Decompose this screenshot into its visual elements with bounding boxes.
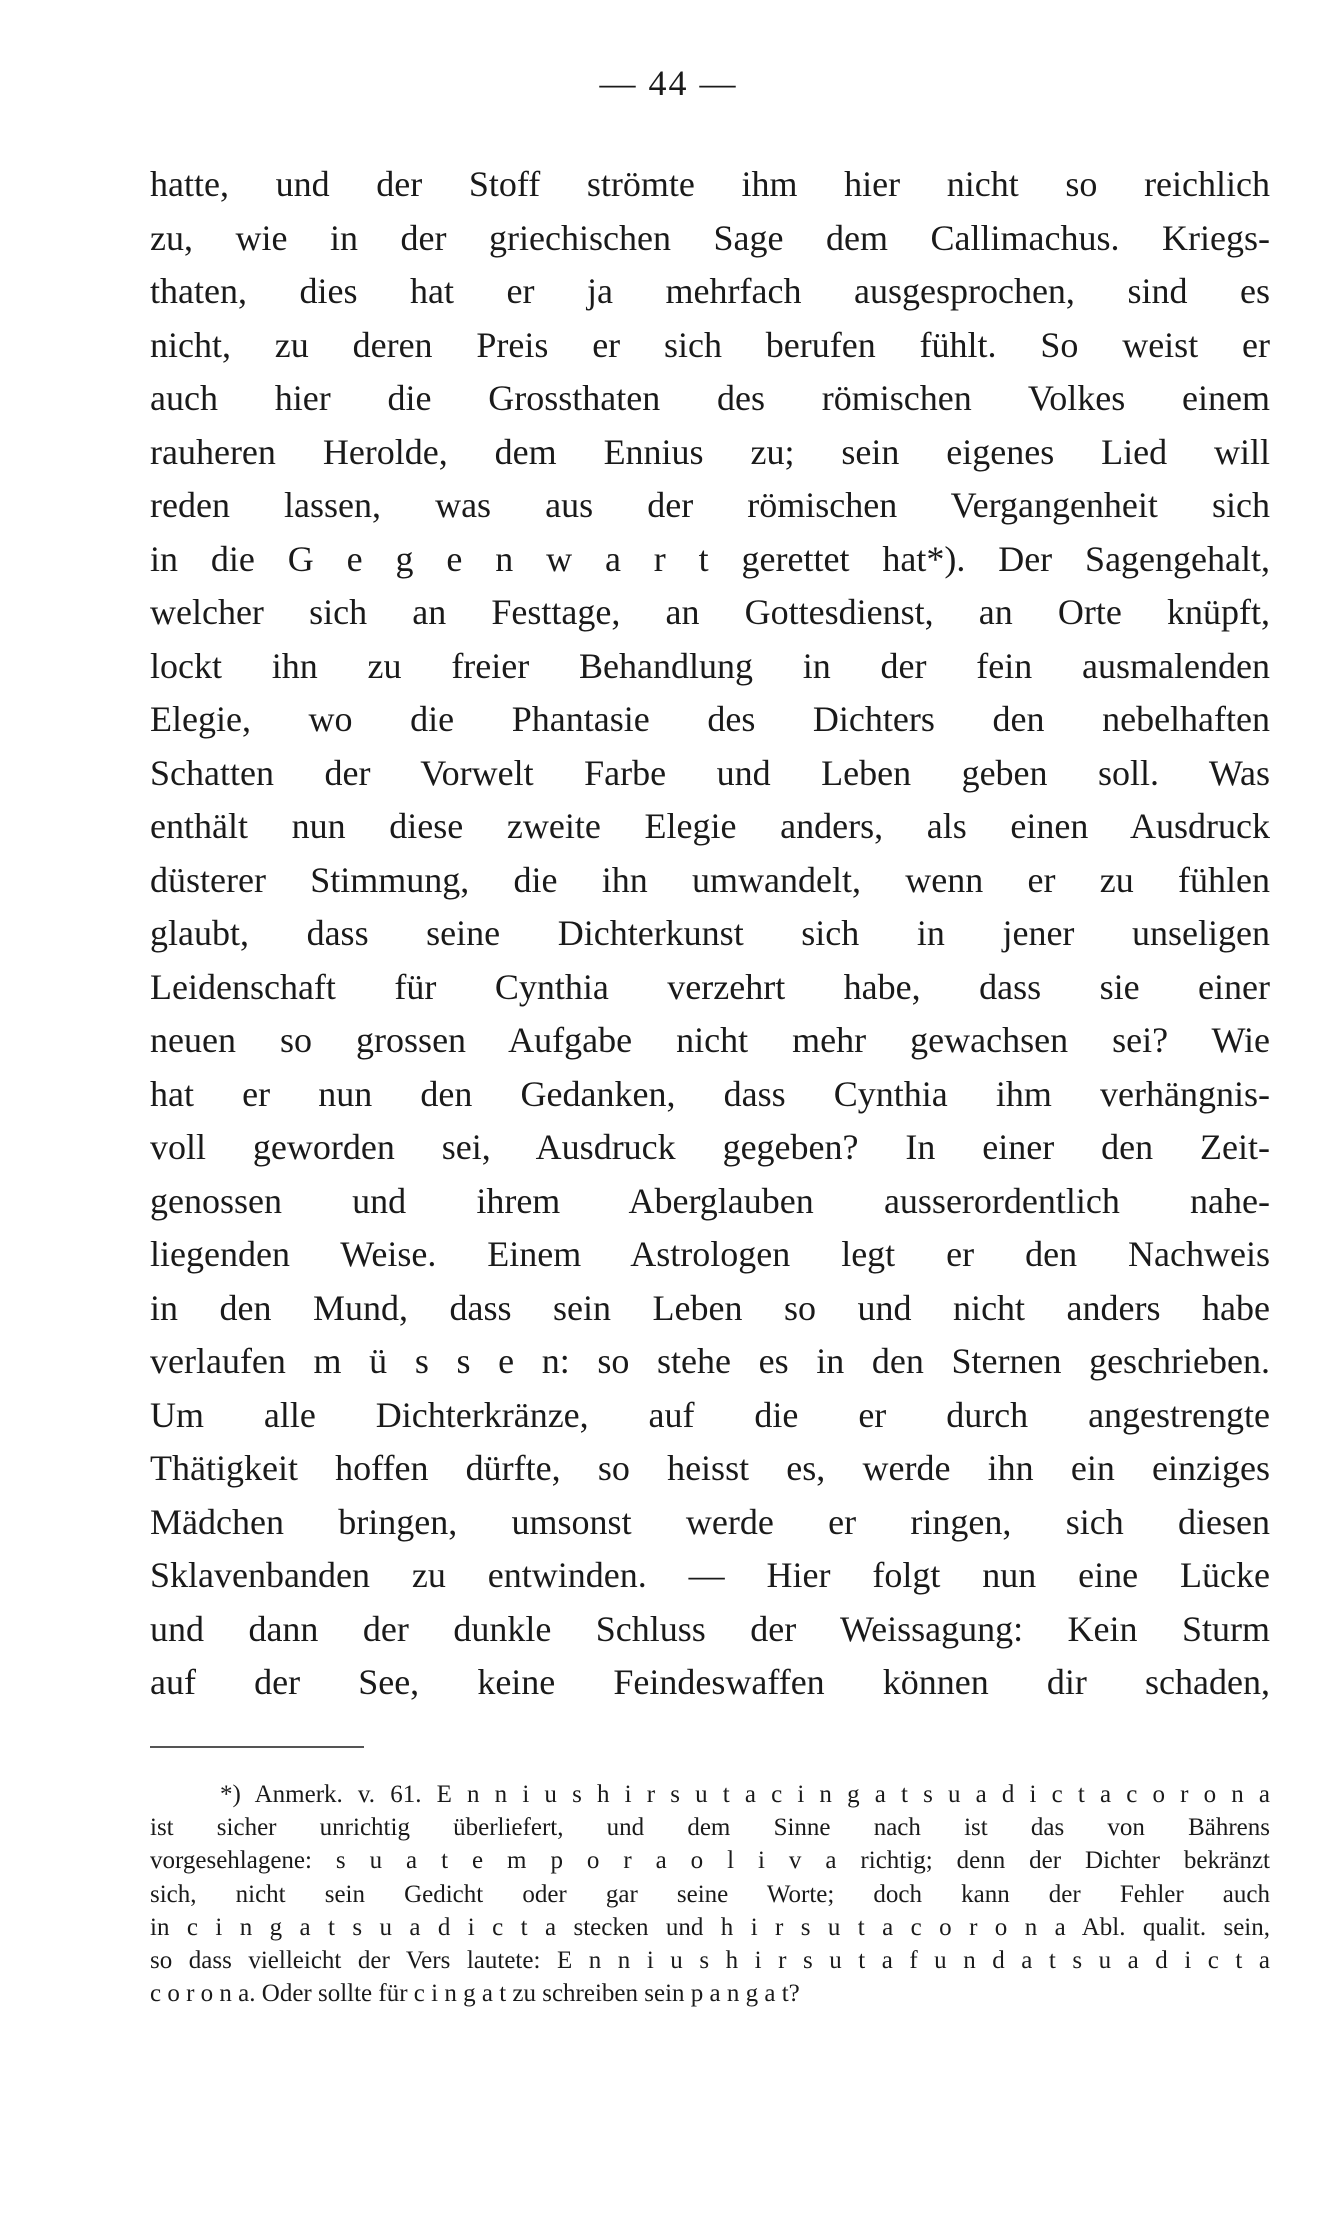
text-line: Mädchen bringen, umsonst werde er ringen, sich diesen bbox=[150, 1501, 1270, 1542]
footnote-line: sich, nicht sein Gedicht oder gar seine Worte; doch kann der Fehler auch bbox=[150, 1880, 1270, 1908]
text-line: hat er nun den Gedanken, dass Cynthia ihm verhängnis- bbox=[150, 1073, 1270, 1114]
text-line: in die G e g e n w a r t gerettet hat*). Der Sagengehalt, bbox=[150, 538, 1270, 579]
text-line: düsterer Stimmung, die ihn umwandelt, wenn er zu fühlen bbox=[150, 859, 1270, 900]
text-line: reden lassen, was aus der römischen Vergangenheit sich bbox=[150, 485, 1270, 525]
text-line: lockt ihn zu freier Behandlung in der fein ausmalenden bbox=[150, 645, 1270, 686]
footnote bbox=[150, 1778, 1270, 2010]
text-line: zu, wie in der griechischen Sage dem Callimachus. Kriegs- bbox=[150, 217, 1270, 258]
text-line: enthält nun diese zweite Elegie anders, als einen Ausdruck bbox=[150, 806, 1270, 846]
text-line: genossen und ihrem Aberglauben ausserordentlich nahe- bbox=[150, 1180, 1270, 1221]
text-line: hatte, und der Stoff strömte ihm hier nicht so reichlich bbox=[150, 164, 1270, 204]
text-line: auch hier die Grossthaten des römischen Volkes einem bbox=[150, 378, 1270, 418]
text-line: Sklavenbanden zu entwinden. — Hier folgt nun eine Lücke bbox=[150, 1555, 1270, 1595]
text-line: Schatten der Vorwelt Farbe und Leben geben soll. Was bbox=[150, 752, 1270, 793]
footnote-line: so dass vielleicht der Vers lautete: E n n i u s h i r s u t a f u n d a t s u a d i c t a bbox=[150, 1946, 1270, 1974]
footnote-line: ist sicher unrichtig überliefert, und dem Sinne nach ist das von Bährens bbox=[150, 1814, 1270, 1842]
page-number: — 44 — bbox=[599, 63, 738, 103]
main-text bbox=[150, 158, 1270, 1710]
text-line: rauheren Herolde, dem Ennius zu; sein eigenes Lied will bbox=[150, 431, 1270, 472]
text-line: nicht, zu deren Preis er sich berufen fühlt. So weist er bbox=[150, 324, 1270, 365]
text-line: Leidenschaft für Cynthia verzehrt habe, dass sie einer bbox=[150, 966, 1270, 1007]
footnote-line: *) Anmerk. v. 61. E n n i u s h i r s u t a c i n g a t s u a d i c t a c o r o n a bbox=[220, 1781, 1270, 1808]
footnote-line: in c i n g a t s u a d i c t a stecken und h i r s u t a c o r o n a Abl. qualit. sein, bbox=[150, 1913, 1270, 1941]
text-line: glaubt, dass seine Dichterkunst sich in jener unseligen bbox=[150, 913, 1270, 953]
text-line: liegenden Weise. Einem Astrologen legt er den Nachweis bbox=[150, 1234, 1270, 1274]
text-line: voll geworden sei, Ausdruck gegeben? In einer den Zeit- bbox=[150, 1127, 1270, 1167]
text-line: Thätigkeit hoffen dürfte, so heisst es, werde ihn ein einziges bbox=[150, 1448, 1270, 1488]
text-line: thaten, dies hat er ja mehrfach ausgesprochen, sind es bbox=[150, 271, 1270, 311]
footnote-line: c o r o n a. Oder sollte für c i n g a t zu schreiben sein p a n g a t? bbox=[150, 1980, 800, 2008]
footnote-line: vorgesehlagene: s u a t e m p o r a o l i v a richtig; denn der Dichter bekränzt bbox=[150, 1847, 1270, 1875]
footnote-divider bbox=[150, 1746, 364, 1748]
text-line: in den Mund, dass sein Leben so und nicht anders habe bbox=[150, 1287, 1270, 1328]
text-line: und dann der dunkle Schluss der Weissagung: Kein Sturm bbox=[150, 1608, 1270, 1649]
text-line: neuen so grossen Aufgabe nicht mehr gewachsen sei? Wie bbox=[150, 1020, 1270, 1060]
text-line: Elegie, wo die Phantasie des Dichters den nebelhaften bbox=[150, 699, 1270, 739]
text-line: verlaufen m ü s s e n: so stehe es in den Sternen geschrieben. bbox=[150, 1341, 1270, 1381]
text-line: welcher sich an Festtage, an Gottesdienst, an Orte knüpft, bbox=[150, 592, 1270, 632]
text-line: Um alle Dichterkränze, auf die er durch angestrengte bbox=[150, 1394, 1270, 1435]
text-line: auf der See, keine Feindeswaffen können dir schaden, bbox=[150, 1662, 1270, 1702]
